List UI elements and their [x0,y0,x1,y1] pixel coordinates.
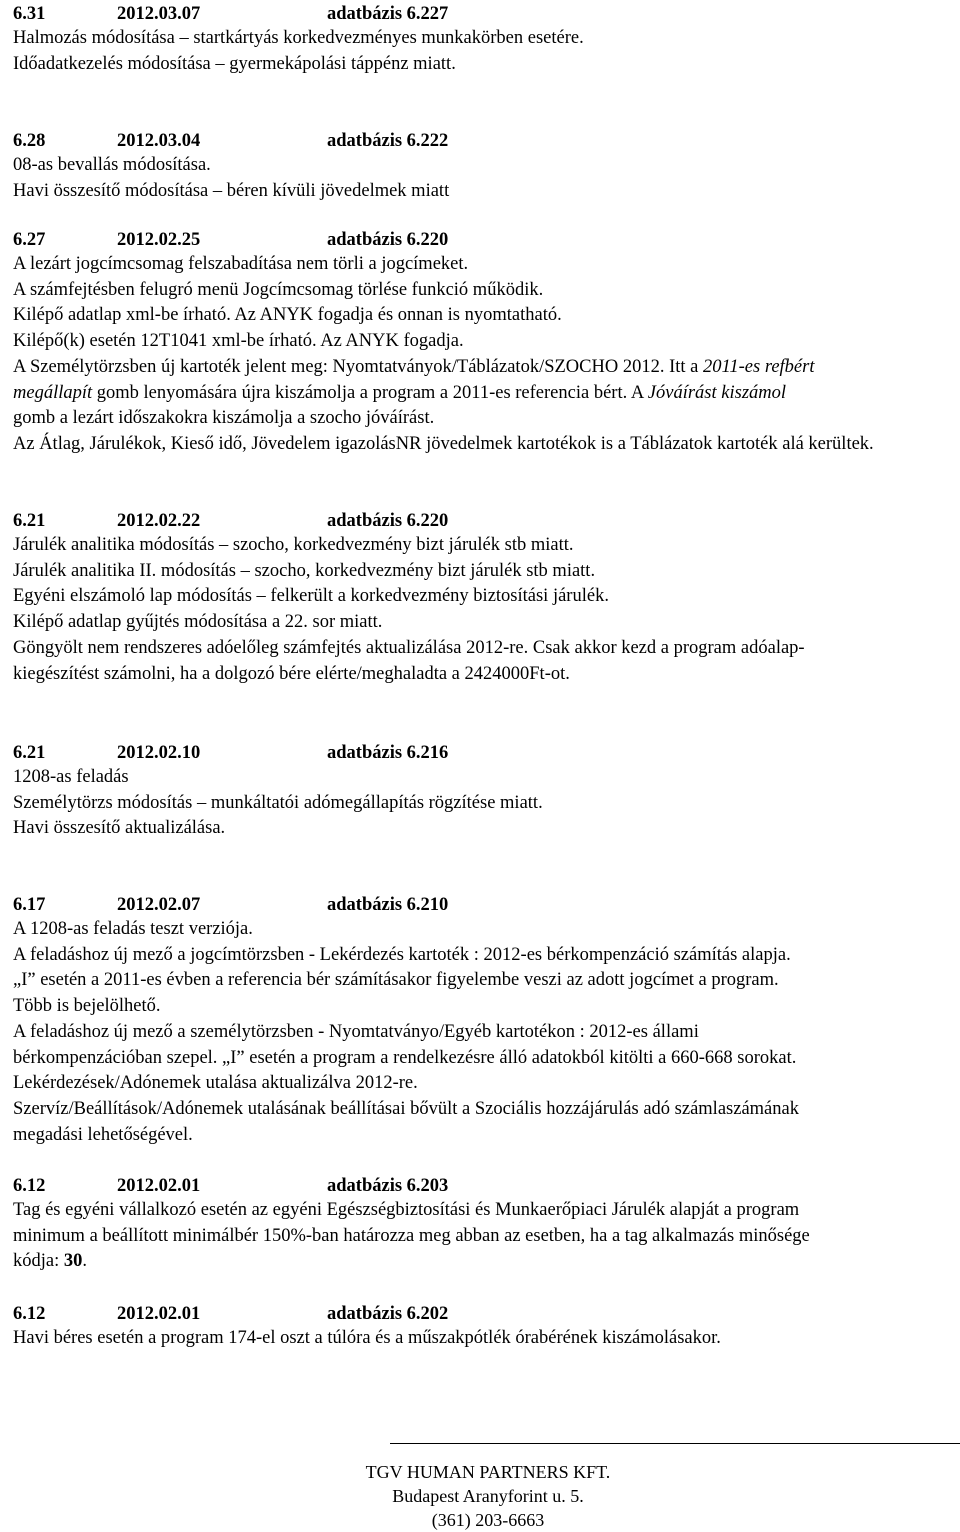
changelog-entry [13,741,950,842]
database-version: adatbázis 6.220 [327,230,449,250]
entry-line: A feladáshoz új mező a jogcímtörzsben - Lekérdezés kartoték : 2012-es bérkompenzáció számítás alapja. [13,944,791,965]
entry-line: 08-as bevallás módosítása. [13,155,211,175]
release-date: 2012.02.25 [117,230,201,250]
version-number: 6.28 [13,131,46,151]
entry-line-text: . [82,1251,87,1272]
version-number: 6.21 [13,743,46,763]
entry-line-text: gomb lenyomására újra kiszámolja a program a 2011-es referencia bért. A [96,382,644,403]
changelog-entry [13,509,950,687]
entry-line: Kilépő adatlap xml-be írható. Az ANYK fogadja és onnan is nyomtatható. [13,305,562,326]
bold-code: 30 [63,1251,83,1272]
version-number: 6.31 [13,4,46,24]
entry-header [13,509,950,533]
entry-line [13,1249,950,1275]
entry-line: kiegészítést számolni, ha a dolgozó bére elérte/meghaladta a 2424000Ft-ot. [13,663,570,684]
release-date: 2012.02.01 [117,1304,201,1324]
version-number: 6.12 [13,1176,46,1196]
changelog-entry [13,228,950,458]
entry-header [13,1302,950,1326]
footer-divider [390,1443,960,1444]
entry-line: Havi összesítő aktualizálása. [13,818,226,839]
entry-header [13,129,950,153]
entry-line: Halmozás módosítása – startkártyás korkedvezményes munkakörben esetére. [13,28,584,48]
entry-line: Járulék analitika II. módosítás – szocho, korkedvezmény bizt járulék stb miatt. [13,560,596,581]
entry-line: Több is bejelölhető. [13,996,161,1017]
database-version: adatbázis 6.220 [327,511,449,531]
entry-line: bérkompenzációban szepel. „I” esetén a program a rendelkezésre álló adatokból kitölti a 660-668 sorokat. [13,1047,797,1068]
footer-phone: (361) 203-6663 [431,1510,545,1530]
version-number: 6.12 [13,1304,46,1324]
database-version: adatbázis 6.202 [327,1304,449,1324]
database-version: adatbázis 6.227 [327,4,449,24]
version-number: 6.17 [13,895,46,915]
entry-line: Személytörzs módosítás – munkáltatói adómegállapítás rögzítése miatt. [13,792,543,813]
entry-line: Havi béres esetén a program 174-el oszt a túlóra és a műszakpótlék órabérének kiszámolásakor. [13,1328,721,1348]
changelog-entry [13,1302,950,1352]
entry-line: Göngyölt nem rendszeres adóelőleg számfejtés aktualizálása 2012-re. Csak akkor kezd a program adóalap- [13,637,805,658]
database-version: adatbázis 6.216 [327,743,449,763]
italic-term: 2011-es refbért [703,356,815,377]
entry-line: Járulék analitika módosítás – szocho, korkedvezmény bizt járulék stb miatt. [13,535,574,555]
release-date: 2012.03.04 [117,131,201,151]
entry-line: A lezárt jogcímcsomag felszabadítása nem törli a jogcímeket. [13,254,469,274]
entry-line: Szervíz/Beállítások/Adónemek utalásának beállításai bővült a Szociális hozzájárulás adó számlaszámának [13,1098,799,1119]
entry-line: Egyéni elszámoló lap módosítás – felkerült a korkedvezmény biztosítási járulék. [13,586,609,607]
changelog-entry [13,2,950,77]
entry-header [13,1174,950,1198]
entry-line: Időadatkezelés módosítása – gyermekápolási táppénz miatt. [13,53,456,74]
database-version: adatbázis 6.222 [327,131,449,151]
entry-header [13,741,950,765]
entry-line: A számfejtésben felugró menü Jogcímcsomag törlése funkció működik. [13,279,544,300]
entry-line: A feladáshoz új mező a személytörzsben - Nyomtatványo/Egyéb kartotékon : 2012-es állami [13,1021,699,1042]
entry-line: minimum a beállított minimálbér 150%-ban határozza meg abban az esetben, ha a tag alkalmazás minősége [13,1225,810,1246]
entry-line: megadási lehetőségével. [13,1124,193,1145]
entry-line [13,381,950,407]
changelog-entry [13,1174,950,1275]
footer-address: Budapest Aranyforint u. 5. [392,1486,584,1506]
entry-line-text: A Személytörzsben új kartoték jelent meg: Nyomtatványok/Táblázatok/SZOCHO 2012. Itt a [13,356,699,377]
entry-line: A 1208-as feladás teszt verziója. [13,919,253,939]
entry-line: 1208-as feladás [13,767,129,787]
release-date: 2012.02.07 [117,895,201,915]
entry-line: gomb a lezárt időszakokra kiszámolja a szocho jóváírást. [13,408,435,429]
entry-header [13,228,950,252]
release-date: 2012.03.07 [117,4,201,24]
entry-header [13,893,950,917]
release-date: 2012.02.22 [117,511,201,531]
footer-company: TGV HUMAN PARTNERS KFT. [365,1462,611,1482]
release-date: 2012.02.01 [117,1176,201,1196]
entry-line [13,355,950,381]
changelog-entry [13,129,950,204]
entry-line: Kilépő adatlap gyűjtés módosítása a 22. sor miatt. [13,612,383,633]
database-version: adatbázis 6.203 [327,1176,449,1196]
entry-line-text: kódja: [13,1251,64,1272]
italic-term: megállapít [13,382,93,403]
entry-line: Az Átlag, Járulékok, Kieső idő, Jövedelem igazolásNR jövedelmek kartotékok is a Táblázatok kartoték alá kerültek. [13,433,874,454]
release-date: 2012.02.10 [117,743,201,763]
entry-line: Tag és egyéni vállalkozó esetén az egyéni Egészségbiztosítási és Munkaerőpiaci Járulék alapját a program [13,1200,800,1220]
changelog-entry [13,893,950,1148]
database-version: adatbázis 6.210 [327,895,449,915]
entry-line: „I” esetén a 2011-es évben a referencia bér számításakor figyelembe veszi az adott jogcímet a program. [13,970,779,991]
version-number: 6.27 [13,230,46,250]
version-number: 6.21 [13,511,46,531]
entry-line: Havi összesítő módosítása – béren kívüli jövedelmek miatt [13,180,450,201]
entry-line: Kilépő(k) esetén 12T1041 xml-be írható. Az ANYK fogadja. [13,331,464,352]
page-footer [0,1460,960,1532]
italic-term: Jóváírást kiszámol [647,382,787,403]
entry-header [13,2,950,26]
entry-line: Lekérdezések/Adónemek utalása aktualizálva 2012-re. [13,1073,418,1094]
